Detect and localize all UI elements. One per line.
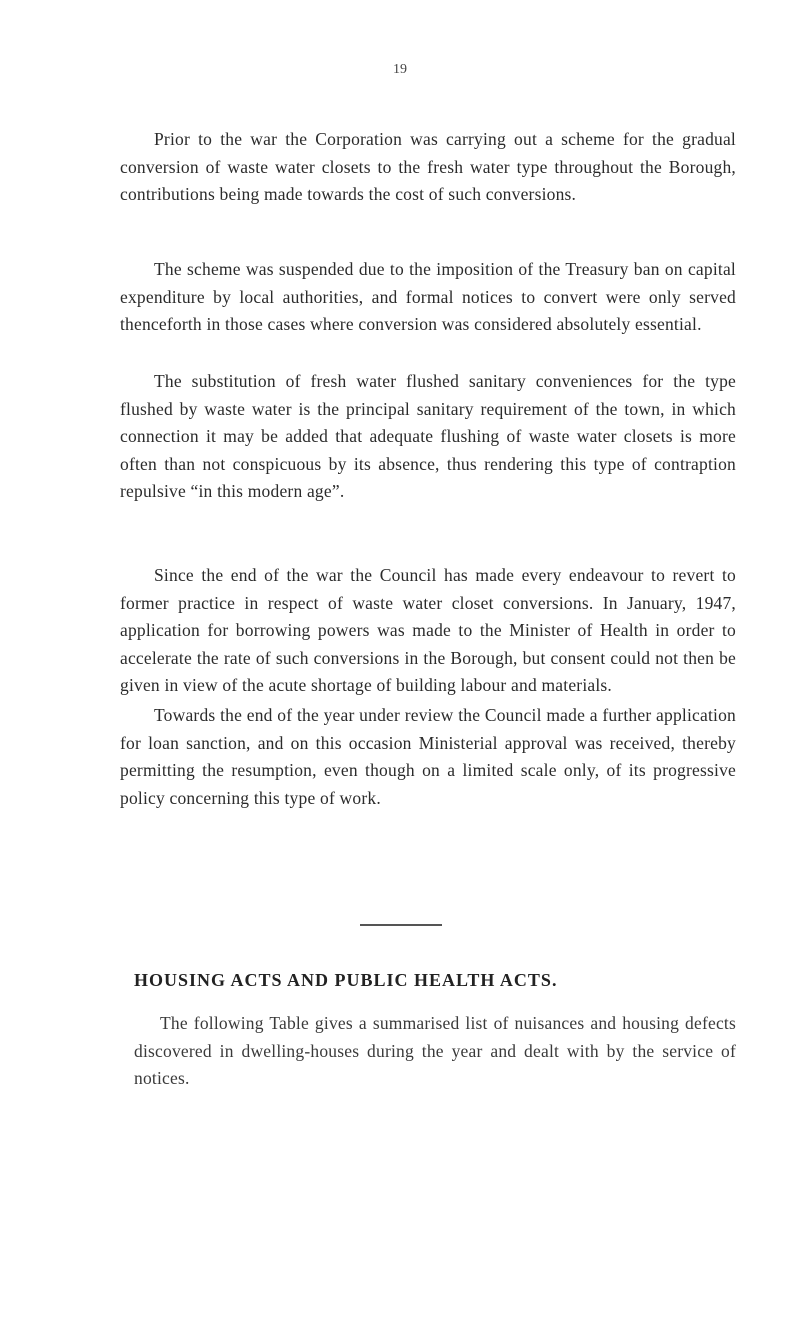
section-heading: HOUSING ACTS AND PUBLIC HEALTH ACTS. [134,970,558,990]
page-number: 19 [393,62,407,77]
paragraph-prewar-scheme: Prior to the war the Corporation was carrying out a scheme for the gradual conversion of waste water closets to the fresh water type throughout the Borough, contributions being made towards the cost of such conversions. [120,129,736,204]
paragraph-fresh-water-substitution: The substitution of fresh water flushed sanitary conveniences for the type flushed by waste water is the principal sanitary requirement of the town, in which connection it may be added that adequate flushing of waste water closets is more often than not conspicuous by its absence, thus rendering this type of contraption repulsive “in this modern age”. [120,371,736,501]
paragraph-scheme-suspended: The scheme was suspended due to the imposition of the Treasury ban on capital expenditure by local authorities, and formal notices to convert were only served thenceforth in those cases where conversion was considered absolutely essential. [120,259,736,334]
section-divider [360,924,442,926]
paragraph-postwar-endeavour: Since the end of the war the Council has made every endeavour to revert to former practice in respect of waste water closet conversions. In January, 1947, application for borrowing powers was made to the Minister of Health in order to accelerate the rate of such conversions in the Borough, but consent could not then be given in view of the acute shortage of building labour and materials. [120,565,736,695]
section-intro-paragraph: The following Table gives a summarised list of nuisances and housing defects discovered in dwelling-houses during the year and dealt with by the service of notices. [134,1013,736,1088]
paragraph-loan-sanction: Towards the end of the year under review the Council made a further application for loan sanction, and on this occasion Ministerial approval was received, thereby permitting the resumption, even though on a limited scale only, of its progressive policy concerning this type of work. [120,705,736,808]
